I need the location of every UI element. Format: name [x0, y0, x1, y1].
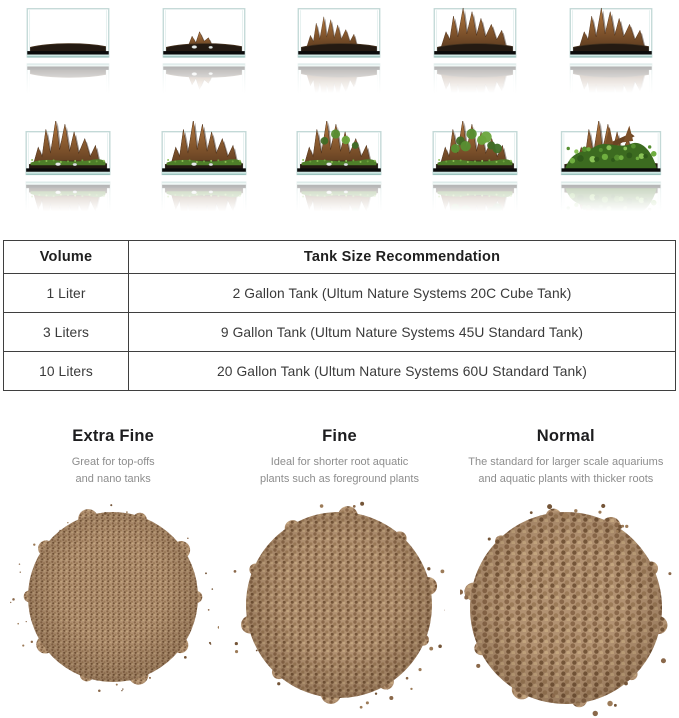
grain-size-title: Fine — [322, 427, 357, 446]
tank-reflection — [545, 179, 677, 236]
grain-size-description — [260, 454, 419, 488]
gallery-photo — [0, 121, 136, 235]
table-cell-volume: 3 Liters — [4, 313, 129, 352]
grain-size-title: Normal — [537, 427, 595, 446]
table-header-row — [4, 241, 676, 274]
tank-photo-lush-aquascape — [545, 121, 677, 178]
grain-size-column-normal — [453, 427, 679, 718]
tank-reflection — [555, 61, 667, 116]
gallery-photo — [272, 5, 408, 116]
tank-photo-dense-planting — [419, 121, 531, 178]
table-cell-recommendation: 2 Gallon Tank (Ultum Nature Systems 20C Cube Tank) — [129, 274, 676, 313]
grain-size-section — [0, 427, 679, 718]
description-line: and nano tanks — [72, 471, 155, 488]
tank-photo-completed-hardscape — [419, 5, 531, 60]
substrate-pile-normal-image — [460, 500, 672, 718]
tank-photo-fresh-carpet — [12, 121, 124, 178]
description-line: plants such as foreground plants — [260, 471, 419, 488]
tank-reflection — [12, 61, 124, 116]
gallery-photo — [407, 5, 543, 116]
substrate-pile-extra-fine-image — [7, 500, 219, 718]
gallery-photo — [407, 121, 543, 235]
substrate-pile-fine-image — [233, 500, 445, 718]
table-cell-volume: 1 Liter — [4, 274, 129, 313]
tank-photo-driftwood-hardscape — [283, 5, 395, 60]
table-row — [4, 352, 676, 391]
table-row — [4, 274, 676, 313]
tank-reflection — [283, 61, 395, 116]
gallery-photo — [136, 121, 272, 235]
gallery-photo — [0, 5, 136, 116]
table-cell-recommendation: 9 Gallon Tank (Ultum Nature Systems 45U Standard Tank) — [129, 313, 676, 352]
tank-photo-small-driftwood — [148, 5, 260, 60]
tank-photo-plants-on-wood — [283, 121, 395, 178]
tank-reflection — [283, 179, 395, 236]
gallery-photo — [136, 5, 272, 116]
grain-size-column-extra-fine — [0, 427, 226, 718]
grain-size-title: Extra Fine — [72, 427, 154, 446]
tank-reflection — [12, 179, 124, 236]
description-line: and aquatic plants with thicker roots — [468, 471, 663, 488]
description-line: Ideal for shorter root aquatic — [260, 454, 419, 471]
table-header-tank-size: Tank Size Recommendation — [129, 241, 676, 274]
tank-reflection — [148, 179, 260, 236]
tank-gallery-row-2 — [0, 116, 679, 235]
table-cell-volume: 10 Liters — [4, 352, 129, 391]
tank-reflection — [148, 61, 260, 116]
grain-size-column-fine — [226, 427, 452, 718]
tank-photo-carpet-growing — [148, 121, 260, 178]
tank-gallery-row-1 — [0, 0, 679, 116]
table-cell-recommendation: 20 Gallon Tank (Ultum Nature Systems 60U Standard Tank) — [129, 352, 676, 391]
gallery-photo — [543, 5, 679, 116]
gallery-photo — [272, 121, 408, 235]
gallery-photo — [543, 121, 679, 235]
tank-reflection — [419, 179, 531, 236]
tank-photo-substrate-only — [12, 5, 124, 60]
grain-size-description — [468, 454, 663, 488]
table-row — [4, 313, 676, 352]
table-header-volume: Volume — [4, 241, 129, 274]
volume-table — [3, 240, 676, 391]
grain-size-description — [72, 454, 155, 488]
description-line: The standard for larger scale aquariums — [468, 454, 663, 471]
tank-photo-completed-hardscape-2 — [555, 5, 667, 60]
tank-reflection — [419, 61, 531, 116]
description-line: Great for top-offs — [72, 454, 155, 471]
